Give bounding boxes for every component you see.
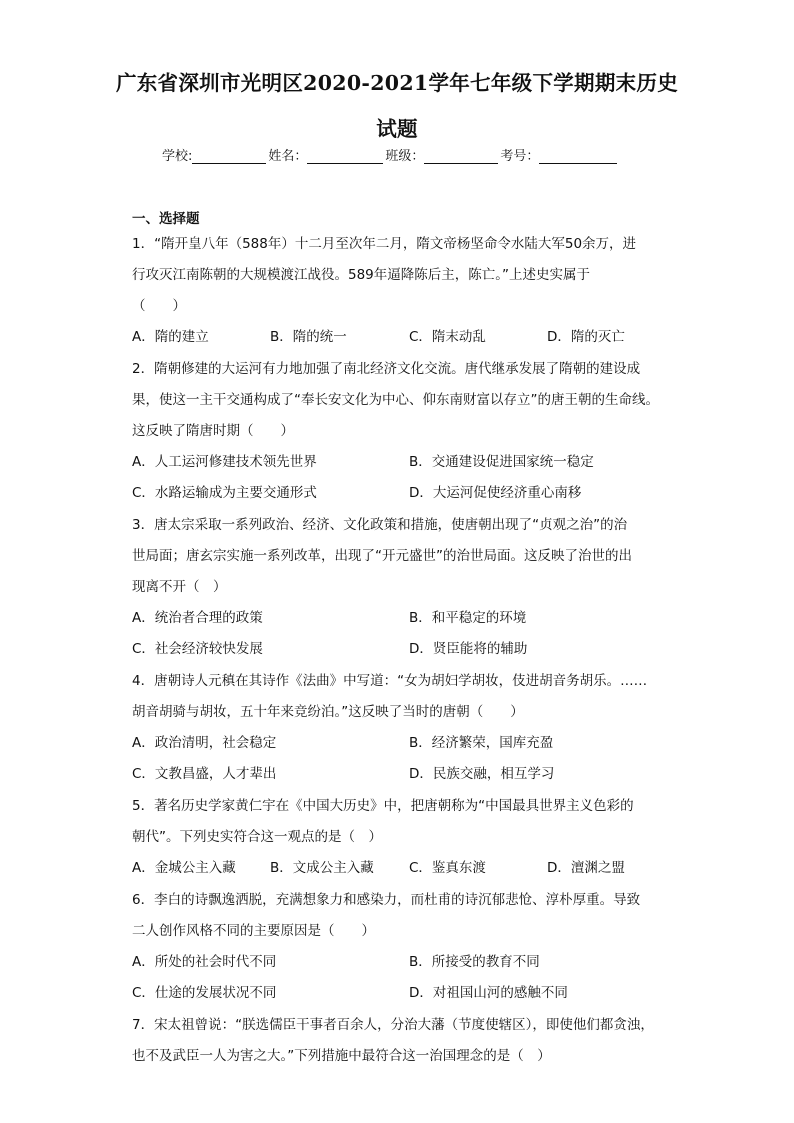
q2-option-c[interactable]: C．水路运输成为主要交通形式 bbox=[132, 485, 317, 501]
question-1-line-3: （ ） bbox=[132, 298, 186, 314]
q1-option-c[interactable]: C．隋末动乱 bbox=[409, 329, 486, 345]
q5-option-c[interactable]: C．鉴真东渡 bbox=[409, 860, 486, 876]
school-label: 学校: bbox=[162, 149, 193, 164]
q6-option-b[interactable]: B．所接受的教育不同 bbox=[409, 954, 540, 970]
q3-option-b[interactable]: B．和平稳定的环境 bbox=[409, 610, 527, 626]
name-blank[interactable] bbox=[307, 149, 383, 164]
q4-option-d[interactable]: D．民族交融，相互学习 bbox=[409, 766, 555, 782]
question-4-line-2: 胡音胡骑与胡妆，五十年来竞纷泊。”这反映了当时的唐朝（ ） bbox=[132, 704, 524, 720]
number-label: 考号： bbox=[500, 149, 540, 164]
question-7-line-1: 7．宋太祖曾说：“朕选儒臣干事者百余人，分治大藩（节度使辖区），即使他们都贪浊， bbox=[132, 1017, 654, 1033]
question-3-line-3: 现离不开（ ） bbox=[132, 579, 227, 595]
section-heading: 一、选择题 bbox=[132, 211, 200, 227]
question-3-line-1: 3．唐太宗采取一系列政治、经济、文化政策和措施，使唐朝出现了“贞观之治”的治 bbox=[132, 517, 628, 533]
number-blank[interactable] bbox=[539, 149, 617, 164]
question-3-line-2: 世局面；唐玄宗实施一系列改革，出现了“开元盛世”的治世局面。这反映了治世的出 bbox=[132, 548, 632, 564]
school-blank[interactable] bbox=[192, 149, 266, 164]
class-blank[interactable] bbox=[424, 149, 498, 164]
student-info-row bbox=[162, 145, 619, 164]
question-5-line-2: 朝代”。下列史实符合这一观点的是（ ） bbox=[132, 829, 382, 845]
name-label: 姓名： bbox=[268, 149, 308, 164]
question-5-line-1: 5．著名历史学家黄仁宇在《中国大历史》中，把唐朝称为“中国最具世界主义色彩的 bbox=[132, 798, 634, 814]
q5-option-d[interactable]: D．澶渊之盟 bbox=[547, 860, 625, 876]
exam-title-line-2: 试题 bbox=[376, 117, 418, 141]
q6-option-c[interactable]: C．仕途的发展状况不同 bbox=[132, 985, 277, 1001]
question-6-line-2: 二人创作风格不同的主要原因是（ ） bbox=[132, 923, 375, 939]
q6-option-d[interactable]: D．对祖国山河的感触不同 bbox=[409, 985, 568, 1001]
q3-option-a[interactable]: A．统治者合理的政策 bbox=[132, 610, 263, 626]
question-7-line-2: 也不及武臣一人为害之大。”下列措施中最符合这一治国理念的是（ ） bbox=[132, 1048, 551, 1064]
q1-option-b[interactable]: B．隋的统一 bbox=[270, 329, 347, 345]
question-2-line-3: 这反映了隋唐时期（ ） bbox=[132, 423, 294, 439]
question-1-line-2: 行攻灭江南陈朝的大规模渡江战役。589年逼降陈后主，陈亡。”上述史实属于 bbox=[132, 267, 591, 283]
q1-option-d[interactable]: D．隋的灭亡 bbox=[547, 329, 625, 345]
question-6-line-1: 6．李白的诗飘逸洒脱，充满想象力和感染力，而杜甫的诗沉郁悲怆、淳朴厚重。导致 bbox=[132, 892, 641, 908]
question-2-line-1: 2．隋朝修建的大运河有力地加强了南北经济文化交流。唐代继承发展了隋朝的建设成 bbox=[132, 361, 641, 377]
q2-option-a[interactable]: A．人工运河修建技术领先世界 bbox=[132, 454, 317, 470]
q6-option-a[interactable]: A．所处的社会时代不同 bbox=[132, 954, 277, 970]
q5-option-b[interactable]: B．文成公主入藏 bbox=[270, 860, 374, 876]
question-1-line-1: 1．“隋开皇八年（588年）十二月至次年二月，隋文帝杨坚命令水陆大军50余万，进 bbox=[132, 236, 637, 252]
q4-option-b[interactable]: B．经济繁荣，国库充盈 bbox=[409, 735, 554, 751]
q2-option-d[interactable]: D．大运河促使经济重心南移 bbox=[409, 485, 582, 501]
q4-option-a[interactable]: A．政治清明，社会稳定 bbox=[132, 735, 277, 751]
q3-option-d[interactable]: D．贤臣能将的辅助 bbox=[409, 641, 528, 657]
class-label: 班级： bbox=[385, 149, 425, 164]
question-4-line-1: 4．唐朝诗人元稹在其诗作《法曲》中写道：“女为胡妇学胡妆，伎进胡音务胡乐。…… bbox=[132, 673, 648, 689]
question-2-line-2: 果，使这一主干交通构成了“奉长安文化为中心、仰东南财富以存立”的唐王朝的生命线。 bbox=[132, 392, 659, 408]
exam-title-line-1: 广东省深圳市光明区2020-2021学年七年级下学期期末历史 bbox=[115, 71, 679, 95]
q2-option-b[interactable]: B．交通建设促进国家统一稳定 bbox=[409, 454, 594, 470]
q5-option-a[interactable]: A．金城公主入藏 bbox=[132, 860, 236, 876]
q4-option-c[interactable]: C．文教昌盛，人才辈出 bbox=[132, 766, 277, 782]
q3-option-c[interactable]: C．社会经济较快发展 bbox=[132, 641, 263, 657]
q1-option-a[interactable]: A．隋的建立 bbox=[132, 329, 209, 345]
